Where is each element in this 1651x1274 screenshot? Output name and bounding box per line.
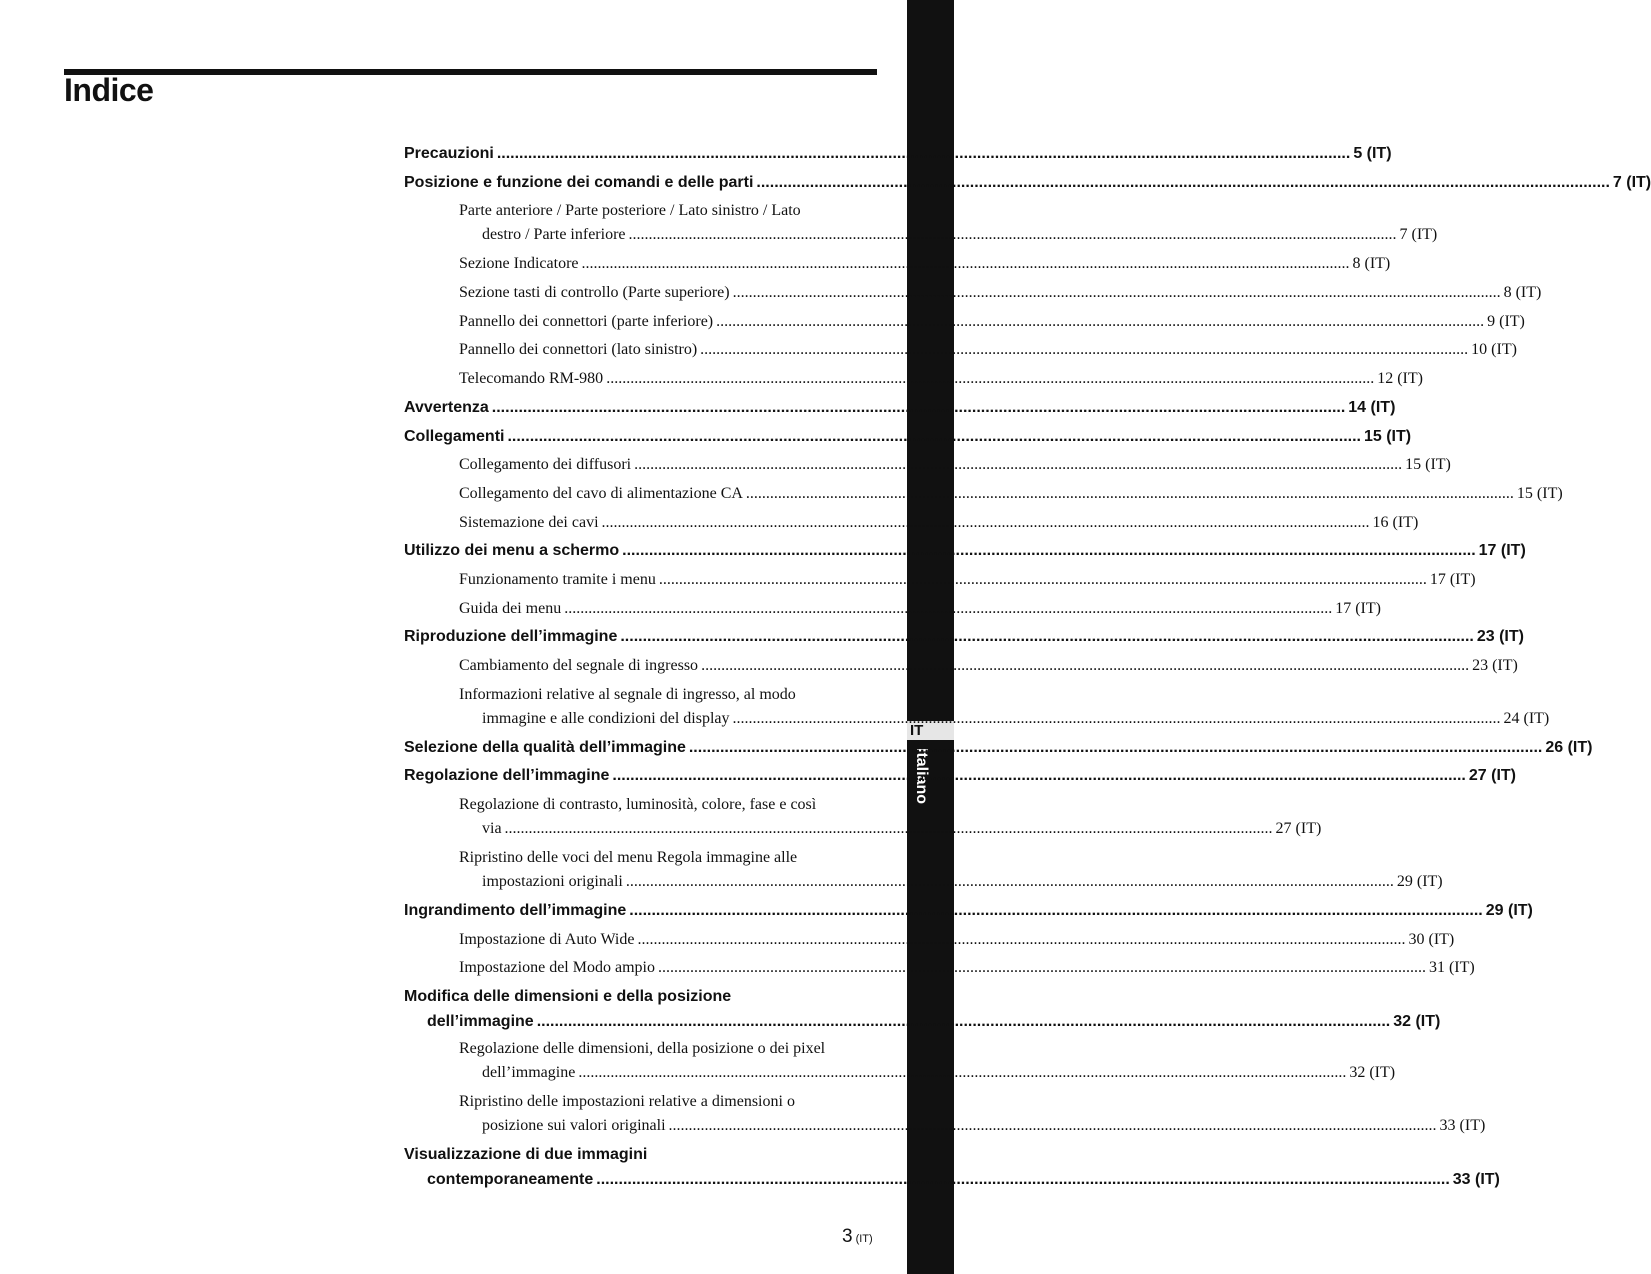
page-title: Indice: [64, 72, 154, 108]
dot-leader: [658, 954, 1426, 983]
toc-entry-page: 5 (IT): [1353, 145, 1392, 162]
toc-entry-line: [459, 336, 1517, 365]
toc-entry-line: [459, 451, 1451, 480]
toc-entry-page: 32 (IT): [1393, 1012, 1441, 1030]
toc-entry-line: [404, 423, 1411, 452]
toc-entry-page: 31 (IT): [1428, 959, 1475, 977]
toc-subsection[interactable]: [404, 566, 1476, 595]
toc-entry-title: Impostazione di Auto Wide: [459, 930, 635, 948]
dot-leader: [620, 623, 1474, 652]
dot-leader: [716, 308, 1484, 337]
toc-entry-line: [404, 169, 1651, 198]
toc-entry-line: [459, 1090, 877, 1114]
toc-subsection[interactable]: [404, 250, 1391, 279]
toc-entry-page: 17 (IT): [1335, 599, 1381, 617]
toc-entry-page: 8 (IT): [1352, 255, 1391, 273]
toc-subsection[interactable]: [404, 595, 1381, 624]
dot-leader: [669, 1114, 1437, 1138]
toc-entry-line: [404, 762, 1516, 791]
dot-leader: [700, 336, 1468, 365]
toc-entry-title: Posizione e funzione dei comandi e delle parti: [404, 173, 754, 191]
toc-entry-line: [404, 623, 1524, 652]
toc-entry-title: Collegamento dei diffusori: [459, 456, 632, 474]
toc-entry-title: Telecomando RM-980: [459, 370, 604, 388]
toc-entry-title: Regolazione dell’immagine: [404, 767, 610, 785]
toc-entry-page: 33 (IT): [1439, 1117, 1486, 1135]
dot-leader: [602, 509, 1370, 538]
toc-section[interactable]: [404, 734, 1593, 763]
toc-subsection[interactable]: [404, 336, 1517, 365]
toc-entry-page: 17 (IT): [1429, 570, 1476, 588]
dot-leader: [606, 365, 1374, 394]
toc-entry-line: [459, 250, 1390, 279]
dot-leader: [492, 394, 1346, 423]
toc-entry-page: 30 (IT): [1408, 930, 1455, 948]
toc-section[interactable]: [404, 140, 1392, 169]
toc-subsection[interactable]: [404, 480, 1563, 509]
toc-entry-title: posizione sui valori originali: [482, 1117, 666, 1135]
toc-entry-title: Regolazione di contrasto, luminosità, colore, fase e così: [459, 796, 817, 814]
toc-entry-title: Sistemazione dei cavi: [459, 513, 599, 531]
dot-leader: [537, 1010, 1391, 1035]
toc-entry-title: Selezione della qualità dell’immagine: [404, 738, 686, 756]
toc-entry-title: Parte anteriore / Parte posteriore / Lato sinistro / Lato: [459, 202, 801, 220]
toc-entry-title: dell’immagine: [482, 1064, 576, 1082]
dot-leader: [564, 595, 1332, 624]
dot-leader: [701, 652, 1469, 681]
language-code: IT: [907, 721, 954, 740]
toc-entry-line: [404, 1168, 1500, 1193]
dot-leader: [733, 279, 1501, 308]
toc-entry-line: [404, 985, 877, 1010]
toc-entry-page: 15 (IT): [1363, 427, 1412, 445]
dot-leader: [626, 870, 1394, 894]
toc-entry-line: [459, 1114, 1486, 1138]
language-name: Italiano: [913, 748, 930, 805]
toc-entry-line: [459, 279, 1541, 308]
toc-entry-page: 8 (IT): [1503, 284, 1542, 302]
toc-entry-page: 26 (IT): [1545, 738, 1593, 756]
toc-entry-line: [404, 394, 1395, 423]
toc-entry-line: [459, 954, 1475, 983]
toc-entry-title: Regolazione delle dimensioni, della posizione o dei pixel: [459, 1040, 826, 1058]
toc-entry-title: destro / Parte inferiore: [482, 226, 626, 244]
toc-entry-line: [459, 595, 1381, 624]
toc-subsection[interactable]: [404, 1035, 1396, 1088]
toc-entry-line: [459, 223, 1438, 247]
toc-subsection[interactable]: [404, 652, 1518, 681]
toc-section[interactable]: [404, 537, 1526, 566]
toc-section[interactable]: [404, 897, 1533, 926]
toc-entry-title: Utilizzo dei menu a schermo: [404, 542, 620, 560]
toc-entry-line: [404, 1010, 1441, 1035]
toc-entry-line: [404, 1143, 877, 1168]
toc-subsection[interactable]: [404, 926, 1455, 955]
toc-entry-title: Informazioni relative al segnale di ingresso, al modo: [459, 685, 796, 703]
toc-entry-line: [459, 926, 1454, 955]
dot-leader: [629, 223, 1397, 247]
toc-entry-line: [459, 365, 1423, 394]
toc-entry-line: [459, 846, 877, 870]
toc-entry-title: Pannello dei connettori (lato sinistro): [459, 341, 698, 359]
dot-leader: [634, 451, 1402, 480]
toc-entry-title: dell’immagine: [427, 1012, 534, 1030]
toc-entry-title: Precauzioni: [404, 145, 494, 162]
dot-leader: [507, 423, 1361, 452]
toc-section[interactable]: [404, 623, 1524, 652]
dot-leader: [746, 480, 1514, 509]
toc-entry-line: [459, 652, 1518, 681]
toc-entry-page: 14 (IT): [1348, 398, 1396, 416]
toc-entry-page: 27 (IT): [1275, 820, 1322, 838]
toc-entry-title: Collegamenti: [404, 427, 505, 445]
toc-entry-page: 33 (IT): [1452, 1170, 1500, 1188]
toc-entry-title: via: [482, 820, 502, 838]
toc-entry-line: [404, 140, 1392, 169]
toc-entry-page: 17 (IT): [1478, 542, 1526, 560]
toc-entry-title: Pannello dei connettori (parte inferiore): [459, 312, 714, 330]
toc-entry-page: 27 (IT): [1468, 767, 1516, 785]
toc-entry-page: 7 (IT): [1612, 173, 1651, 191]
toc-section[interactable]: [404, 394, 1396, 423]
dot-leader: [689, 734, 1543, 763]
toc-entry-line: [459, 199, 877, 223]
dot-leader: [596, 1168, 1450, 1193]
toc-entry-page: 7 (IT): [1399, 226, 1438, 244]
toc-entry-line: [459, 683, 877, 707]
toc-subsection[interactable]: [404, 308, 1525, 337]
dot-leader: [578, 1061, 1346, 1085]
toc-entry-title: Sezione Indicatore: [459, 255, 579, 273]
toc-entry-title: Ingrandimento dell’immagine: [404, 902, 627, 920]
toc-entry-title: Collegamento del cavo di alimentazione CA: [459, 484, 743, 502]
toc-entry-title: Sezione tasti di controllo (Parte superiore): [459, 284, 730, 302]
toc-subsection[interactable]: [404, 509, 1419, 538]
toc-entry-page: 23 (IT): [1476, 628, 1524, 646]
dot-leader: [629, 897, 1483, 926]
dot-leader: [756, 169, 1610, 198]
dot-leader: [732, 707, 1500, 731]
toc-entry-page: 24 (IT): [1503, 709, 1550, 727]
toc-subsection[interactable]: [404, 279, 1542, 308]
dot-leader: [505, 817, 1273, 841]
toc-entry-line: [459, 707, 1550, 731]
top-rule: [64, 69, 877, 75]
toc-entry-page: 29 (IT): [1396, 873, 1443, 891]
page-number-value: 3: [842, 1226, 853, 1247]
toc-entry-line: [459, 817, 1322, 841]
toc-entry-line: [459, 308, 1525, 337]
toc-subsection[interactable]: [404, 954, 1475, 983]
toc-entry-title: Ripristino delle voci del menu Regola immagine alle: [459, 849, 798, 867]
toc-entry-title: Ripristino delle impostazioni relative a dimensioni o: [459, 1093, 795, 1111]
toc-entry-page: 32 (IT): [1349, 1064, 1396, 1082]
dot-leader: [622, 537, 1476, 566]
dot-leader: [637, 926, 1405, 955]
toc-entry-page: 15 (IT): [1405, 456, 1451, 474]
toc-entry-page: 12 (IT): [1377, 370, 1423, 388]
toc-entry-page: 29 (IT): [1485, 902, 1533, 920]
toc-entry-title: Funzionamento tramite i menu: [459, 570, 656, 588]
page-number-suffix: (IT): [855, 1233, 873, 1245]
toc-entry-line: [459, 509, 1418, 538]
toc-subsection[interactable]: [404, 791, 1322, 844]
toc-subsection[interactable]: [404, 681, 1550, 734]
toc-entry-title: Cambiamento del segnale di ingresso: [459, 657, 699, 674]
toc-entry-title: Avvertenza: [404, 398, 489, 416]
toc-entry-page: 23 (IT): [1472, 657, 1518, 674]
toc-entry-title: impostazioni originali: [482, 873, 623, 891]
toc-section[interactable]: [404, 423, 1412, 452]
toc-entry-line: [459, 1061, 1396, 1085]
toc-entry-line: [404, 537, 1526, 566]
dot-leader: [659, 566, 1427, 595]
toc-section[interactable]: [404, 1141, 1500, 1193]
toc-entry-line: [404, 734, 1592, 763]
toc-entry-page: 15 (IT): [1516, 484, 1563, 502]
toc-entry-title: Guida dei menu: [459, 599, 562, 617]
toc-entry-line: [459, 793, 877, 817]
toc-subsection[interactable]: [404, 365, 1423, 394]
toc-entry-title: Visualizzazione di due immagini: [404, 1146, 648, 1164]
toc-entry-page: 16 (IT): [1372, 513, 1419, 531]
toc-entry-title: Modifica delle dimensioni e della posizione: [404, 988, 732, 1006]
toc-subsection[interactable]: [404, 844, 1443, 897]
toc-entry-title: contemporaneamente: [427, 1170, 594, 1188]
toc-entry-line: [404, 897, 1533, 926]
toc-entry-line: [459, 566, 1476, 595]
toc-section[interactable]: [404, 983, 1441, 1035]
toc-subsection[interactable]: [404, 197, 1438, 250]
toc-entry-line: [459, 870, 1443, 894]
toc-subsection[interactable]: [404, 451, 1451, 480]
toc-entry-title: Impostazione del Modo ampio: [459, 959, 655, 977]
toc-entry-page: 10 (IT): [1471, 341, 1517, 359]
toc-entry-line: [459, 1037, 877, 1061]
dot-leader: [497, 140, 1351, 169]
toc-subsection[interactable]: [404, 1088, 1486, 1141]
dot-leader: [612, 762, 1466, 791]
toc-section[interactable]: [404, 169, 1651, 198]
toc-entry-line: [459, 480, 1563, 509]
toc-entry-title: Riproduzione dell’immagine: [404, 628, 618, 646]
dot-leader: [582, 250, 1350, 279]
toc-entry-title: immagine e alle condizioni del display: [482, 709, 730, 727]
page-number: [842, 1226, 873, 1248]
toc-entry-page: 9 (IT): [1487, 312, 1525, 330]
